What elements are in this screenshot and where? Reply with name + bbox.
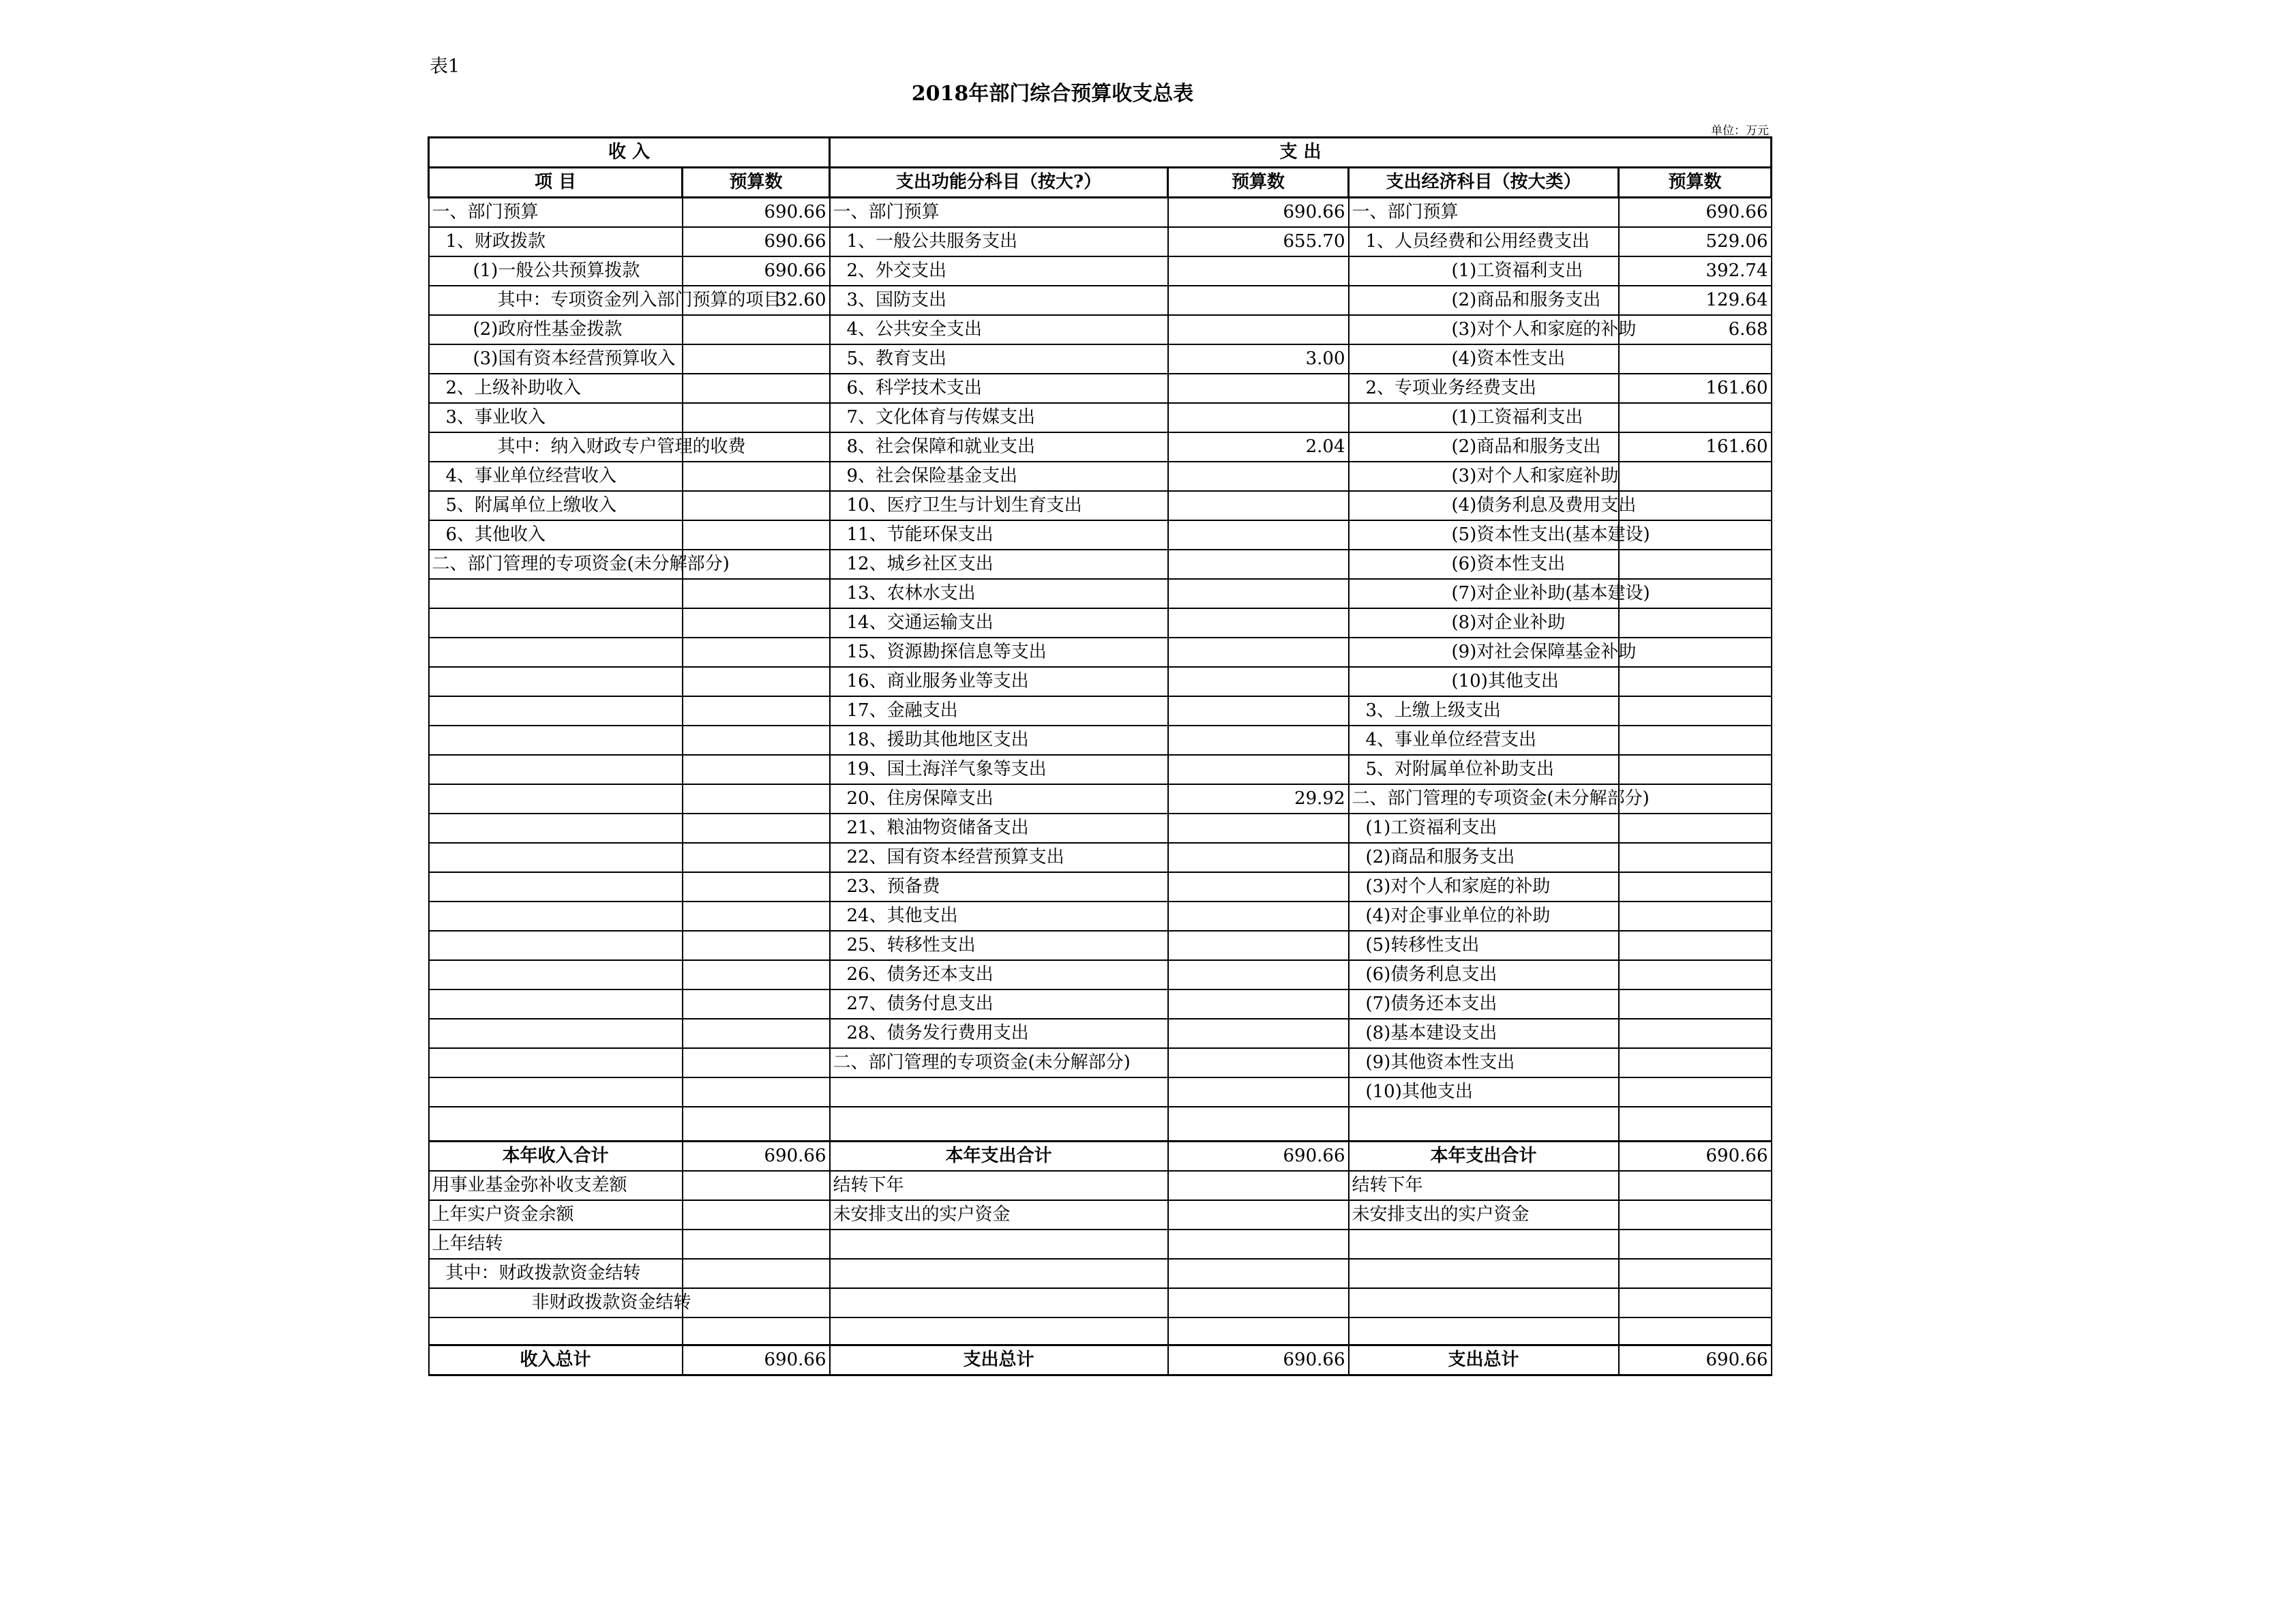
income-item: (1)一般公共预算拨款 xyxy=(429,256,683,286)
econ-subject xyxy=(1349,1230,1619,1259)
econ-subject: (2)商品和服务支出 xyxy=(1349,286,1619,315)
income-amount xyxy=(683,696,830,726)
func-amount xyxy=(1168,462,1349,491)
econ-amount xyxy=(1619,1317,1772,1345)
income-item xyxy=(429,579,683,608)
table-row xyxy=(429,227,1772,256)
income-amount: 690.66 xyxy=(683,256,830,286)
budget-table xyxy=(428,136,1772,1376)
econ-amount xyxy=(1619,872,1772,902)
grand-total-amount: 690.66 xyxy=(1619,1345,1772,1375)
func-subject xyxy=(830,1077,1168,1107)
econ-amount xyxy=(1619,550,1772,579)
table-row xyxy=(429,1171,1772,1200)
econ-subject: (9)对社会保障基金补助 xyxy=(1349,638,1619,667)
unit-label: 单位：万元 xyxy=(1711,124,1769,138)
table-row xyxy=(429,696,1772,726)
table-row xyxy=(429,1019,1772,1048)
econ-amount xyxy=(1619,1019,1772,1048)
income-amount xyxy=(683,1107,830,1141)
econ-subject xyxy=(1349,1317,1619,1345)
total-label: 本年支出合计 xyxy=(830,1141,1168,1171)
income-item: 二、部门管理的专项资金(未分解部分) xyxy=(429,550,683,579)
income-item xyxy=(429,755,683,784)
table-row xyxy=(429,344,1772,374)
econ-subject: 二、部门管理的专项资金(未分解部分) xyxy=(1349,784,1619,814)
table-row xyxy=(429,1077,1772,1107)
econ-subject xyxy=(1349,1288,1619,1317)
col-header-amount: 预算数 xyxy=(683,168,830,198)
table-row xyxy=(429,1230,1772,1259)
column-header-row xyxy=(429,168,1772,198)
income-amount xyxy=(683,1259,830,1288)
econ-subject xyxy=(1349,1107,1619,1141)
income-item: 一、部门预算 xyxy=(429,198,683,228)
income-item: 2、上级补助收入 xyxy=(429,374,683,403)
econ-subject: (3)对个人和家庭的补助 xyxy=(1349,315,1619,344)
econ-subject: (7)债务还本支出 xyxy=(1349,989,1619,1019)
income-item: 非财政拨款资金结转 xyxy=(429,1288,683,1317)
income-amount xyxy=(683,872,830,902)
income-item: 其中：纳入财政专户管理的收费 xyxy=(429,432,683,462)
col-header-amount: 预算数 xyxy=(1619,168,1772,198)
func-subject: 16、商业服务业等支出 xyxy=(830,667,1168,696)
title-text: 2018年部门综合预算收支总表 xyxy=(911,82,1194,106)
econ-subject: (2)商品和服务支出 xyxy=(1349,843,1619,872)
income-amount xyxy=(683,931,830,960)
func-amount xyxy=(1168,1317,1349,1345)
income-item xyxy=(429,638,683,667)
econ-subject: (3)对个人和家庭的补助 xyxy=(1349,872,1619,902)
group-header-row xyxy=(429,138,1772,168)
func-subject: 4、公共安全支出 xyxy=(830,315,1168,344)
income-item: 上年实户资金余额 xyxy=(429,1200,683,1230)
func-subject: 9、社会保险基金支出 xyxy=(830,462,1168,491)
func-amount xyxy=(1168,520,1349,550)
income-item xyxy=(429,1317,683,1345)
table-row xyxy=(429,1200,1772,1230)
func-subject: 13、农林水支出 xyxy=(830,579,1168,608)
func-subject: 25、转移性支出 xyxy=(830,931,1168,960)
income-item: 1、财政拨款 xyxy=(429,227,683,256)
econ-amount: 161.60 xyxy=(1619,374,1772,403)
income-item: 5、附属单位上缴收入 xyxy=(429,491,683,520)
econ-amount xyxy=(1619,1107,1772,1141)
func-amount xyxy=(1168,872,1349,902)
table-row xyxy=(429,462,1772,491)
econ-amount xyxy=(1619,1288,1772,1317)
func-amount xyxy=(1168,491,1349,520)
income-amount: 690.66 xyxy=(683,227,830,256)
econ-subject: (9)其他资本性支出 xyxy=(1349,1048,1619,1077)
income-amount xyxy=(683,1077,830,1107)
econ-subject: (4)对企事业单位的补助 xyxy=(1349,902,1619,931)
income-amount xyxy=(683,1048,830,1077)
func-subject: 17、金融支出 xyxy=(830,696,1168,726)
func-amount xyxy=(1168,843,1349,872)
func-subject: 11、节能环保支出 xyxy=(830,520,1168,550)
income-item xyxy=(429,1077,683,1107)
func-subject: 未安排支出的实户资金 xyxy=(830,1200,1168,1230)
income-item: 其中：财政拨款资金结转 xyxy=(429,1259,683,1288)
econ-subject: 4、事业单位经营支出 xyxy=(1349,726,1619,755)
func-subject: 10、医疗卫生与计划生育支出 xyxy=(830,491,1168,520)
econ-subject: (7)对企业补助(基本建设) xyxy=(1349,579,1619,608)
econ-amount xyxy=(1619,755,1772,784)
income-group-header: 收 入 xyxy=(429,138,830,168)
econ-subject: (1)工资福利支出 xyxy=(1349,403,1619,432)
econ-subject: (4)资本性支出 xyxy=(1349,344,1619,374)
income-item xyxy=(429,667,683,696)
income-item: (3)国有资本经营预算收入 xyxy=(429,344,683,374)
total-label: 本年收入合计 xyxy=(429,1141,683,1171)
func-subject: 6、科学技术支出 xyxy=(830,374,1168,403)
econ-amount xyxy=(1619,344,1772,374)
income-amount xyxy=(683,608,830,638)
econ-subject: (2)商品和服务支出 xyxy=(1349,432,1619,462)
func-subject: 12、城乡社区支出 xyxy=(830,550,1168,579)
income-item xyxy=(429,608,683,638)
func-amount xyxy=(1168,667,1349,696)
total-label: 本年支出合计 xyxy=(1349,1141,1619,1171)
func-subject: 27、债务付息支出 xyxy=(830,989,1168,1019)
econ-subject: (4)债务利息及费用支出 xyxy=(1349,491,1619,520)
econ-subject: (6)债务利息支出 xyxy=(1349,960,1619,989)
income-item: 上年结转 xyxy=(429,1230,683,1259)
func-subject: 一、部门预算 xyxy=(830,198,1168,228)
func-amount: 3.00 xyxy=(1168,344,1349,374)
func-amount xyxy=(1168,989,1349,1019)
econ-subject: 一、部门预算 xyxy=(1349,198,1619,228)
econ-subject: 3、上缴上级支出 xyxy=(1349,696,1619,726)
econ-subject xyxy=(1349,1259,1619,1288)
income-amount xyxy=(683,462,830,491)
income-item: 用事业基金弥补收支差额 xyxy=(429,1171,683,1200)
income-item xyxy=(429,1107,683,1141)
income-amount: 32.60 xyxy=(683,286,830,315)
func-subject: 1、一般公共服务支出 xyxy=(830,227,1168,256)
func-amount xyxy=(1168,1048,1349,1077)
table-row xyxy=(429,1317,1772,1345)
table-row xyxy=(429,432,1772,462)
func-amount xyxy=(1168,579,1349,608)
total-amount: 690.66 xyxy=(1168,1141,1349,1171)
income-amount xyxy=(683,989,830,1019)
income-amount xyxy=(683,726,830,755)
table-row xyxy=(429,814,1772,843)
income-amount xyxy=(683,315,830,344)
func-amount: 690.66 xyxy=(1168,198,1349,228)
econ-amount xyxy=(1619,902,1772,931)
income-item: 3、事业收入 xyxy=(429,403,683,432)
func-amount xyxy=(1168,696,1349,726)
econ-amount xyxy=(1619,989,1772,1019)
table-row xyxy=(429,1288,1772,1317)
table-row xyxy=(429,608,1772,638)
income-amount xyxy=(683,579,830,608)
econ-subject: (8)对企业补助 xyxy=(1349,608,1619,638)
income-amount xyxy=(683,814,830,843)
grand-total-label: 支出总计 xyxy=(1349,1345,1619,1375)
income-item xyxy=(429,726,683,755)
econ-amount: 690.66 xyxy=(1619,198,1772,228)
func-amount xyxy=(1168,960,1349,989)
table-row xyxy=(429,784,1772,814)
table-row xyxy=(429,579,1772,608)
econ-amount xyxy=(1619,1048,1772,1077)
income-amount xyxy=(683,1288,830,1317)
income-amount xyxy=(683,902,830,931)
income-amount xyxy=(683,491,830,520)
econ-amount: 392.74 xyxy=(1619,256,1772,286)
econ-amount: 129.64 xyxy=(1619,286,1772,315)
table-row xyxy=(429,403,1772,432)
func-amount xyxy=(1168,550,1349,579)
func-subject: 14、交通运输支出 xyxy=(830,608,1168,638)
func-subject: 结转下年 xyxy=(830,1171,1168,1200)
table-row xyxy=(429,256,1772,286)
econ-amount xyxy=(1619,696,1772,726)
income-item xyxy=(429,814,683,843)
page-title xyxy=(0,76,2296,106)
func-subject: 18、援助其他地区支出 xyxy=(830,726,1168,755)
table-row xyxy=(429,960,1772,989)
econ-subject: (5)转移性支出 xyxy=(1349,931,1619,960)
table-row xyxy=(429,198,1772,228)
income-item: 4、事业单位经营收入 xyxy=(429,462,683,491)
func-amount: 2.04 xyxy=(1168,432,1349,462)
income-amount xyxy=(683,1019,830,1048)
table-row xyxy=(429,286,1772,315)
income-item xyxy=(429,696,683,726)
table-row xyxy=(429,872,1772,902)
func-subject: 23、预备费 xyxy=(830,872,1168,902)
func-subject: 28、债务发行费用支出 xyxy=(830,1019,1168,1048)
func-amount xyxy=(1168,374,1349,403)
income-item xyxy=(429,989,683,1019)
func-subject: 26、债务还本支出 xyxy=(830,960,1168,989)
econ-amount xyxy=(1619,638,1772,667)
income-amount xyxy=(683,1230,830,1259)
table-row xyxy=(429,1107,1772,1141)
income-amount xyxy=(683,1200,830,1230)
func-subject: 19、国土海洋气象等支出 xyxy=(830,755,1168,784)
income-item xyxy=(429,902,683,931)
func-subject: 7、文化体育与传媒支出 xyxy=(830,403,1168,432)
col-header-amount: 预算数 xyxy=(1168,168,1349,198)
table-row xyxy=(429,638,1772,667)
func-subject xyxy=(830,1317,1168,1345)
table-row xyxy=(429,989,1772,1019)
econ-subject: 2、专项业务经费支出 xyxy=(1349,374,1619,403)
econ-amount: 529.06 xyxy=(1619,227,1772,256)
func-amount xyxy=(1168,1288,1349,1317)
table-row xyxy=(429,726,1772,755)
econ-amount xyxy=(1619,1230,1772,1259)
table-row xyxy=(429,550,1772,579)
econ-subject: (10)其他支出 xyxy=(1349,667,1619,696)
table-row xyxy=(429,755,1772,784)
func-amount xyxy=(1168,608,1349,638)
func-amount xyxy=(1168,902,1349,931)
income-amount xyxy=(683,344,830,374)
income-amount xyxy=(683,403,830,432)
table-row xyxy=(429,491,1772,520)
func-amount xyxy=(1168,1230,1349,1259)
econ-subject: 5、对附属单位补助支出 xyxy=(1349,755,1619,784)
income-item: 6、其他收入 xyxy=(429,520,683,550)
func-subject xyxy=(830,1288,1168,1317)
func-subject xyxy=(830,1259,1168,1288)
expense-group-header: 支 出 xyxy=(830,138,1772,168)
func-subject xyxy=(830,1107,1168,1141)
income-item xyxy=(429,784,683,814)
func-amount xyxy=(1168,256,1349,286)
econ-subject: 未安排支出的实户资金 xyxy=(1349,1200,1619,1230)
econ-amount xyxy=(1619,814,1772,843)
econ-subject: (6)资本性支出 xyxy=(1349,550,1619,579)
econ-amount xyxy=(1619,462,1772,491)
econ-subject: (10)其他支出 xyxy=(1349,1077,1619,1107)
econ-amount xyxy=(1619,1200,1772,1230)
income-item xyxy=(429,1019,683,1048)
econ-amount xyxy=(1619,491,1772,520)
func-subject: 2、外交支出 xyxy=(830,256,1168,286)
year-total-row xyxy=(429,1141,1772,1171)
func-amount xyxy=(1168,1200,1349,1230)
col-header-econ-subject: 支出经济科目（按大类） xyxy=(1349,168,1619,198)
func-subject: 5、教育支出 xyxy=(830,344,1168,374)
func-amount xyxy=(1168,1171,1349,1200)
grand-total-amount: 690.66 xyxy=(683,1345,830,1375)
income-amount xyxy=(683,843,830,872)
income-amount xyxy=(683,1171,830,1200)
total-amount: 690.66 xyxy=(1619,1141,1772,1171)
econ-subject: 1、人员经费和公用经费支出 xyxy=(1349,227,1619,256)
income-amount xyxy=(683,520,830,550)
grand-total-row xyxy=(429,1345,1772,1375)
func-amount: 29.92 xyxy=(1168,784,1349,814)
func-amount xyxy=(1168,1107,1349,1141)
income-amount xyxy=(683,784,830,814)
table-row xyxy=(429,1048,1772,1077)
econ-amount xyxy=(1619,726,1772,755)
econ-subject: 结转下年 xyxy=(1349,1171,1619,1200)
func-subject: 20、住房保障支出 xyxy=(830,784,1168,814)
func-subject: 二、部门管理的专项资金(未分解部分) xyxy=(830,1048,1168,1077)
econ-amount xyxy=(1619,931,1772,960)
total-amount: 690.66 xyxy=(683,1141,830,1171)
func-subject: 8、社会保障和就业支出 xyxy=(830,432,1168,462)
econ-amount xyxy=(1619,403,1772,432)
func-subject: 3、国防支出 xyxy=(830,286,1168,315)
func-subject: 15、资源勘探信息等支出 xyxy=(830,638,1168,667)
econ-subject: (5)资本性支出(基本建设) xyxy=(1349,520,1619,550)
func-amount: 655.70 xyxy=(1168,227,1349,256)
econ-subject: (1)工资福利支出 xyxy=(1349,256,1619,286)
income-item: 其中：专项资金列入部门预算的项目 xyxy=(429,286,683,315)
income-amount: 690.66 xyxy=(683,198,830,228)
econ-amount xyxy=(1619,1171,1772,1200)
table-label: 表1 xyxy=(430,56,460,77)
grand-total-amount: 690.66 xyxy=(1168,1345,1349,1375)
col-header-item: 项 目 xyxy=(429,168,683,198)
income-item xyxy=(429,872,683,902)
table-row xyxy=(429,1259,1772,1288)
func-subject: 24、其他支出 xyxy=(830,902,1168,931)
func-amount xyxy=(1168,403,1349,432)
func-amount xyxy=(1168,931,1349,960)
table-row xyxy=(429,931,1772,960)
func-subject: 21、粮油物资储备支出 xyxy=(830,814,1168,843)
func-amount xyxy=(1168,1077,1349,1107)
func-subject xyxy=(830,1230,1168,1259)
table-row xyxy=(429,667,1772,696)
func-amount xyxy=(1168,755,1349,784)
income-item xyxy=(429,931,683,960)
econ-amount: 6.68 xyxy=(1619,315,1772,344)
func-amount xyxy=(1168,726,1349,755)
econ-amount xyxy=(1619,1259,1772,1288)
econ-subject: (8)基本建设支出 xyxy=(1349,1019,1619,1048)
income-amount xyxy=(683,960,830,989)
econ-subject: (1)工资福利支出 xyxy=(1349,814,1619,843)
income-amount xyxy=(683,638,830,667)
grand-total-label: 支出总计 xyxy=(830,1345,1168,1375)
econ-amount: 161.60 xyxy=(1619,432,1772,462)
table-row xyxy=(429,315,1772,344)
econ-amount xyxy=(1619,960,1772,989)
income-item xyxy=(429,843,683,872)
grand-total-label: 收入总计 xyxy=(429,1345,683,1375)
econ-amount xyxy=(1619,843,1772,872)
income-amount xyxy=(683,755,830,784)
econ-amount xyxy=(1619,1077,1772,1107)
table-row xyxy=(429,374,1772,403)
func-subject: 22、国有资本经营预算支出 xyxy=(830,843,1168,872)
income-item xyxy=(429,960,683,989)
table-row xyxy=(429,902,1772,931)
income-amount xyxy=(683,667,830,696)
income-item xyxy=(429,1048,683,1077)
income-amount xyxy=(683,374,830,403)
func-amount xyxy=(1168,1259,1349,1288)
econ-subject: (3)对个人和家庭补助 xyxy=(1349,462,1619,491)
func-amount xyxy=(1168,1019,1349,1048)
func-amount xyxy=(1168,286,1349,315)
income-amount xyxy=(683,1317,830,1345)
func-amount xyxy=(1168,315,1349,344)
table-row xyxy=(429,843,1772,872)
income-item: (2)政府性基金拨款 xyxy=(429,315,683,344)
table-row xyxy=(429,520,1772,550)
col-header-func-subject: 支出功能分科目（按大?） xyxy=(830,168,1168,198)
func-amount xyxy=(1168,814,1349,843)
econ-amount xyxy=(1619,667,1772,696)
func-amount xyxy=(1168,638,1349,667)
econ-amount xyxy=(1619,608,1772,638)
